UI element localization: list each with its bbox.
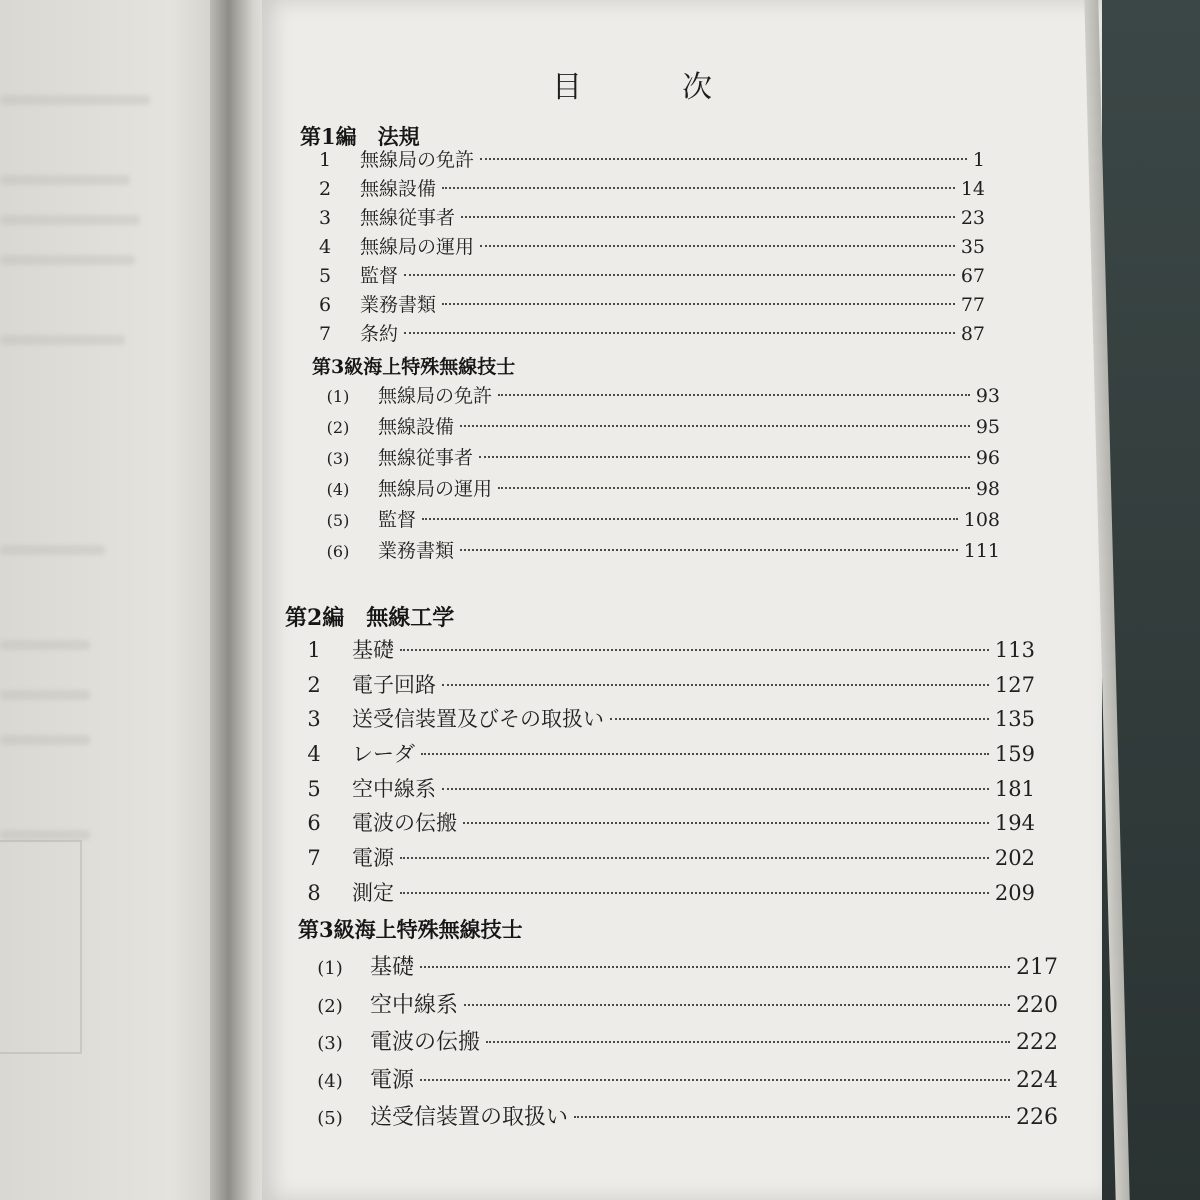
left-page-faded-line bbox=[0, 545, 105, 555]
toc-entry-number: 1 bbox=[318, 149, 332, 171]
toc-entry-page: 194 bbox=[994, 811, 1035, 836]
dotted-leader bbox=[420, 966, 1010, 968]
toc-entry bbox=[300, 1024, 1058, 1062]
dotted-leader bbox=[480, 158, 967, 160]
dotted-leader bbox=[442, 788, 989, 790]
toc-entry bbox=[285, 772, 1035, 807]
toc-entry bbox=[300, 204, 985, 233]
toc-entry-label: レーダ bbox=[352, 742, 415, 767]
toc-entry-page: 113 bbox=[994, 638, 1035, 662]
toc-entry-page: 222 bbox=[1016, 1030, 1058, 1055]
toc-entry-number: (4) bbox=[317, 1070, 343, 1092]
dotted-leader bbox=[464, 1004, 1010, 1006]
toc-entry-number: 7 bbox=[318, 323, 332, 345]
left-page-faded-line bbox=[0, 690, 90, 700]
toc-entry-label: 条約 bbox=[360, 323, 399, 345]
toc-entry-number: (2) bbox=[317, 995, 343, 1017]
toc-entry bbox=[300, 949, 1058, 987]
dotted-leader bbox=[479, 456, 970, 458]
toc-entry-page: 159 bbox=[994, 742, 1035, 767]
dotted-leader bbox=[442, 303, 955, 305]
toc-entry-label: 基礎 bbox=[352, 638, 394, 662]
toc-entry-page: 23 bbox=[960, 207, 985, 229]
toc-entry-label: 送受信装置及びその取扱い bbox=[352, 707, 604, 732]
toc-entry-number: 2 bbox=[307, 672, 321, 697]
toc-entry bbox=[300, 175, 985, 204]
toc-entry-number: (2) bbox=[326, 418, 350, 437]
toc-entry-page: 220 bbox=[1016, 992, 1058, 1018]
dotted-leader bbox=[422, 518, 958, 520]
part1-sub-entry-list bbox=[318, 381, 1000, 567]
toc-entry-label: 測定 bbox=[352, 880, 394, 905]
toc-entry-label: 業務書類 bbox=[360, 294, 437, 316]
dotted-leader bbox=[486, 1041, 1010, 1043]
toc-entry-number: 4 bbox=[307, 742, 321, 767]
toc-entry bbox=[285, 668, 1035, 703]
toc-entry bbox=[300, 1062, 1058, 1100]
toc-entry-label: 無線従事者 bbox=[378, 447, 474, 469]
toc-entry-page: 98 bbox=[975, 478, 1000, 500]
toc-entry bbox=[285, 806, 1035, 841]
left-page bbox=[0, 0, 228, 1200]
toc-entry-page: 1 bbox=[972, 149, 985, 171]
toc-title: 目次 bbox=[552, 70, 812, 105]
dotted-leader bbox=[442, 684, 989, 686]
toc-entry-number: 1 bbox=[307, 638, 321, 662]
part2-sub-heading: 第3級海上特殊無線技士 bbox=[298, 917, 523, 942]
part1-heading: 第1編 法規 bbox=[300, 124, 420, 149]
toc-entry-label: 空中線系 bbox=[370, 992, 459, 1018]
dotted-leader bbox=[574, 1116, 1010, 1118]
toc-entry bbox=[300, 987, 1058, 1025]
toc-entry-label: 無線局の運用 bbox=[360, 236, 475, 258]
left-page-faded-line bbox=[0, 175, 130, 185]
toc-entry-number: 8 bbox=[307, 880, 321, 905]
left-page-faded-line bbox=[0, 255, 135, 265]
toc-entry-number: 5 bbox=[307, 776, 321, 801]
toc-entry bbox=[318, 505, 1000, 536]
toc-entry bbox=[300, 291, 985, 320]
toc-entry-label: 業務書類 bbox=[378, 540, 455, 562]
dotted-leader bbox=[400, 857, 989, 859]
toc-entry-label: 無線局の免許 bbox=[360, 149, 475, 171]
dotted-leader bbox=[610, 718, 989, 720]
toc-entry-label: 監督 bbox=[378, 509, 417, 531]
toc-entry-page: 135 bbox=[994, 707, 1035, 732]
toc-entry-page: 181 bbox=[994, 776, 1035, 801]
toc-entry bbox=[300, 233, 985, 262]
toc-entry-label: 電子回路 bbox=[352, 672, 436, 697]
toc-entry-label: 無線従事者 bbox=[360, 207, 456, 229]
toc-entry-number: (1) bbox=[317, 958, 343, 979]
dotted-leader bbox=[498, 487, 970, 489]
dotted-leader bbox=[404, 274, 955, 276]
toc-entry bbox=[300, 320, 985, 349]
toc-entry-label: 基礎 bbox=[370, 955, 415, 980]
toc-entry-page: 217 bbox=[1016, 955, 1058, 980]
toc-entry bbox=[285, 702, 1035, 737]
toc-entry-number: 5 bbox=[318, 265, 332, 287]
dotted-leader bbox=[480, 245, 955, 247]
toc-entry-page: 226 bbox=[1016, 1105, 1058, 1130]
toc-entry bbox=[285, 841, 1035, 876]
toc-entry-number: (6) bbox=[326, 542, 350, 561]
toc-entry-label: 電源 bbox=[370, 1067, 415, 1093]
toc-entry-number: 2 bbox=[318, 178, 332, 200]
toc-entry-page: 35 bbox=[960, 236, 985, 258]
toc-entry-page: 93 bbox=[975, 385, 1000, 407]
toc-entry bbox=[285, 737, 1035, 772]
part1-entry-list bbox=[300, 146, 985, 349]
toc-entry-page: 95 bbox=[975, 416, 1000, 438]
toc-entry-number: (4) bbox=[326, 480, 350, 499]
dotted-leader bbox=[460, 425, 970, 427]
dotted-leader bbox=[400, 649, 989, 651]
toc-entry bbox=[318, 443, 1000, 474]
toc-entry-page: 127 bbox=[994, 672, 1035, 697]
dotted-leader bbox=[460, 549, 958, 551]
toc-entry-page: 209 bbox=[994, 880, 1035, 905]
dotted-leader bbox=[400, 892, 989, 894]
toc-entry-number: (1) bbox=[326, 387, 350, 406]
toc-entry-number: (3) bbox=[326, 449, 350, 468]
toc-entry-number: (5) bbox=[326, 511, 350, 530]
toc-entry bbox=[318, 536, 1000, 567]
toc-entry bbox=[300, 146, 985, 175]
toc-entry-label: 空中線系 bbox=[352, 776, 436, 801]
toc-entry-label: 無線設備 bbox=[378, 416, 455, 438]
toc-entry-label: 電波の伝搬 bbox=[352, 811, 457, 836]
toc-entry-page: 108 bbox=[963, 509, 1000, 531]
toc-entry-page: 96 bbox=[975, 447, 1000, 469]
toc-entry bbox=[285, 633, 1035, 668]
left-page-faded-line bbox=[0, 95, 150, 105]
dotted-leader bbox=[461, 216, 955, 218]
toc-entry-number: 3 bbox=[318, 207, 332, 229]
toc-entry-page: 67 bbox=[960, 265, 985, 287]
left-page-faded-line bbox=[0, 735, 90, 745]
toc-entry-number: (5) bbox=[317, 1108, 343, 1129]
dotted-leader bbox=[421, 753, 989, 755]
toc-entry-page: 224 bbox=[1016, 1067, 1058, 1093]
dotted-leader bbox=[404, 332, 955, 334]
toc-entry bbox=[300, 262, 985, 291]
left-page-faded-table bbox=[0, 840, 82, 1054]
dotted-leader bbox=[498, 394, 970, 396]
dotted-leader bbox=[442, 187, 955, 189]
part1-sub-heading: 第3級海上特殊無線技士 bbox=[312, 356, 516, 378]
toc-entry-number: 3 bbox=[307, 707, 321, 732]
toc-entry-label: 無線設備 bbox=[360, 178, 437, 200]
toc-entry-number: 6 bbox=[307, 811, 321, 836]
toc-entry-number: (3) bbox=[317, 1033, 343, 1054]
toc-entry bbox=[285, 876, 1035, 911]
toc-entry bbox=[318, 474, 1000, 505]
part2-heading: 第2編 無線工学 bbox=[285, 605, 455, 631]
left-page-faded-line bbox=[0, 640, 90, 650]
dotted-leader bbox=[420, 1079, 1010, 1081]
left-page-faded-line bbox=[0, 335, 125, 345]
toc-entry-number: 6 bbox=[318, 294, 332, 316]
toc-entry-label: 電波の伝搬 bbox=[370, 1030, 481, 1055]
toc-entry-number: 7 bbox=[307, 846, 321, 871]
toc-entry-page: 87 bbox=[960, 323, 985, 345]
toc-entry bbox=[318, 412, 1000, 443]
part2-entry-list bbox=[285, 633, 1035, 911]
toc-entry-page: 14 bbox=[960, 178, 985, 200]
toc-entry-label: 無線局の免許 bbox=[378, 385, 493, 407]
dotted-leader bbox=[463, 822, 989, 824]
left-page-faded-line bbox=[0, 215, 140, 225]
toc-entry-label: 監督 bbox=[360, 265, 399, 287]
toc-entry bbox=[318, 381, 1000, 412]
toc-entry-page: 202 bbox=[994, 846, 1035, 871]
toc-entry-page: 77 bbox=[960, 294, 985, 316]
left-page-faded-line bbox=[0, 830, 90, 840]
toc-entry bbox=[300, 1099, 1058, 1137]
part2-sub-entry-list bbox=[300, 949, 1058, 1137]
toc-entry-number: 4 bbox=[318, 236, 332, 258]
toc-entry-label: 送受信装置の取扱い bbox=[370, 1105, 569, 1130]
toc-entry-page: 111 bbox=[963, 540, 1000, 562]
toc-entry-label: 無線局の運用 bbox=[378, 478, 493, 500]
toc-entry-label: 電源 bbox=[352, 846, 394, 871]
